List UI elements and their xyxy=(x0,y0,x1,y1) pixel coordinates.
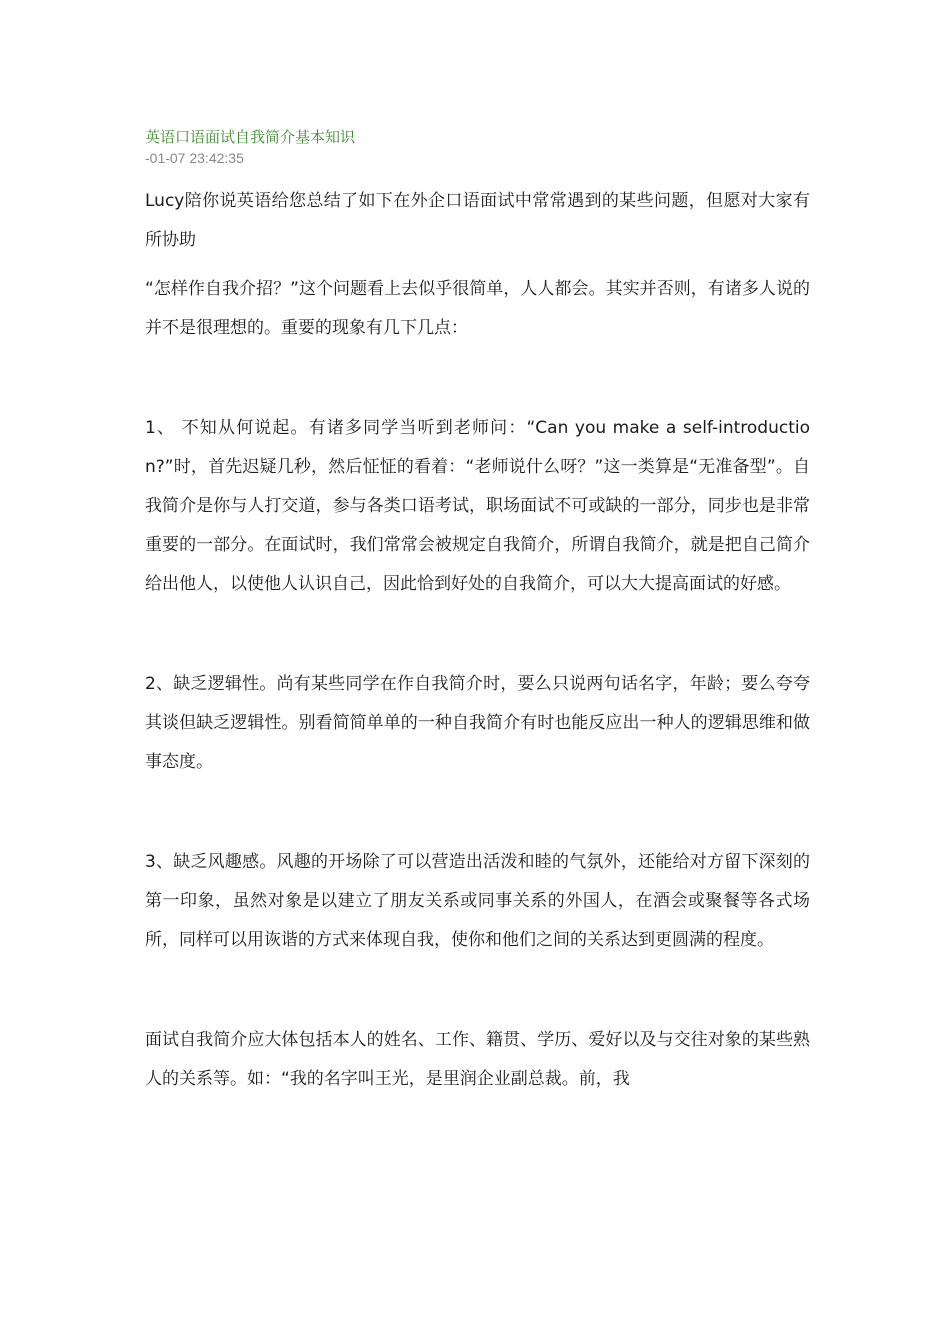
spacer xyxy=(145,348,810,409)
paragraph-point-2: 2、缺乏逻辑性。尚有某些同学在作自我简介时，要么只说两句话名字，年龄；要么夸夸其谈但缺乏逻辑性。别看简简单单的一种自我简介有时也能反应出一种人的逻辑思维和做事态度。 xyxy=(145,674,810,772)
spacer xyxy=(145,782,810,843)
paragraph-question: “怎样作自我介招？”这个问题看上去似乎很简单，人人都会。其实并否则，有诸多人说的并不是很理想的。重要的现象有几下几点： xyxy=(145,279,810,338)
paragraph-point-3: 3、缺乏风趣感。风趣的开场除了可以营造出活泼和睦的气氛外，还能给对方留下深刻的第一印象，虽然对象是以建立了朋友关系或同事关系的外国人，在酒会或聚餐等各式场所，同样可以用诙谐的方式来体现自我，使你和他们之间的关系达到更圆满的程度。 xyxy=(145,852,810,950)
document-date: -01-07 23:42:35 xyxy=(145,150,244,166)
paragraph-intro: Lucy陪你说英语给您总结了如下在外企口语面试中常常遇到的某些问题，但愿对大家有所协助 xyxy=(145,191,810,250)
document-page xyxy=(145,126,810,1099)
spacer xyxy=(145,960,810,1021)
paragraph-content: 面试自我简介应大体包括本人的姓名、工作、籍贯、学历、爱好以及与交往对象的某些熟人的关系等。如：“我的名字叫王光，是里润企业副总裁。前，我 xyxy=(145,1030,810,1089)
spacer xyxy=(145,260,810,270)
spacer xyxy=(145,604,810,665)
document-title: 英语口语面试自我简介基本知识 xyxy=(145,128,356,146)
paragraph-point-1: 1、 不知从何说起。有诸多同学当听到老师问：“Can you make a self-introduction?”时，首先迟疑几秒，然后怔怔的看着：“老师说什么呀？”这一类算是“无准备型”。自我简介是你与人打交道，参与各类口语考试，职场面试不可或缺的一部分，同步也是非常重要的一部分。在面试时，我们常常会被规定自我简介，所谓自我简介，就是把自己简介给出他人，以使他人认识自己，因此恰到好处的自我简介，可以大大提高面试的好感。 xyxy=(145,418,810,594)
